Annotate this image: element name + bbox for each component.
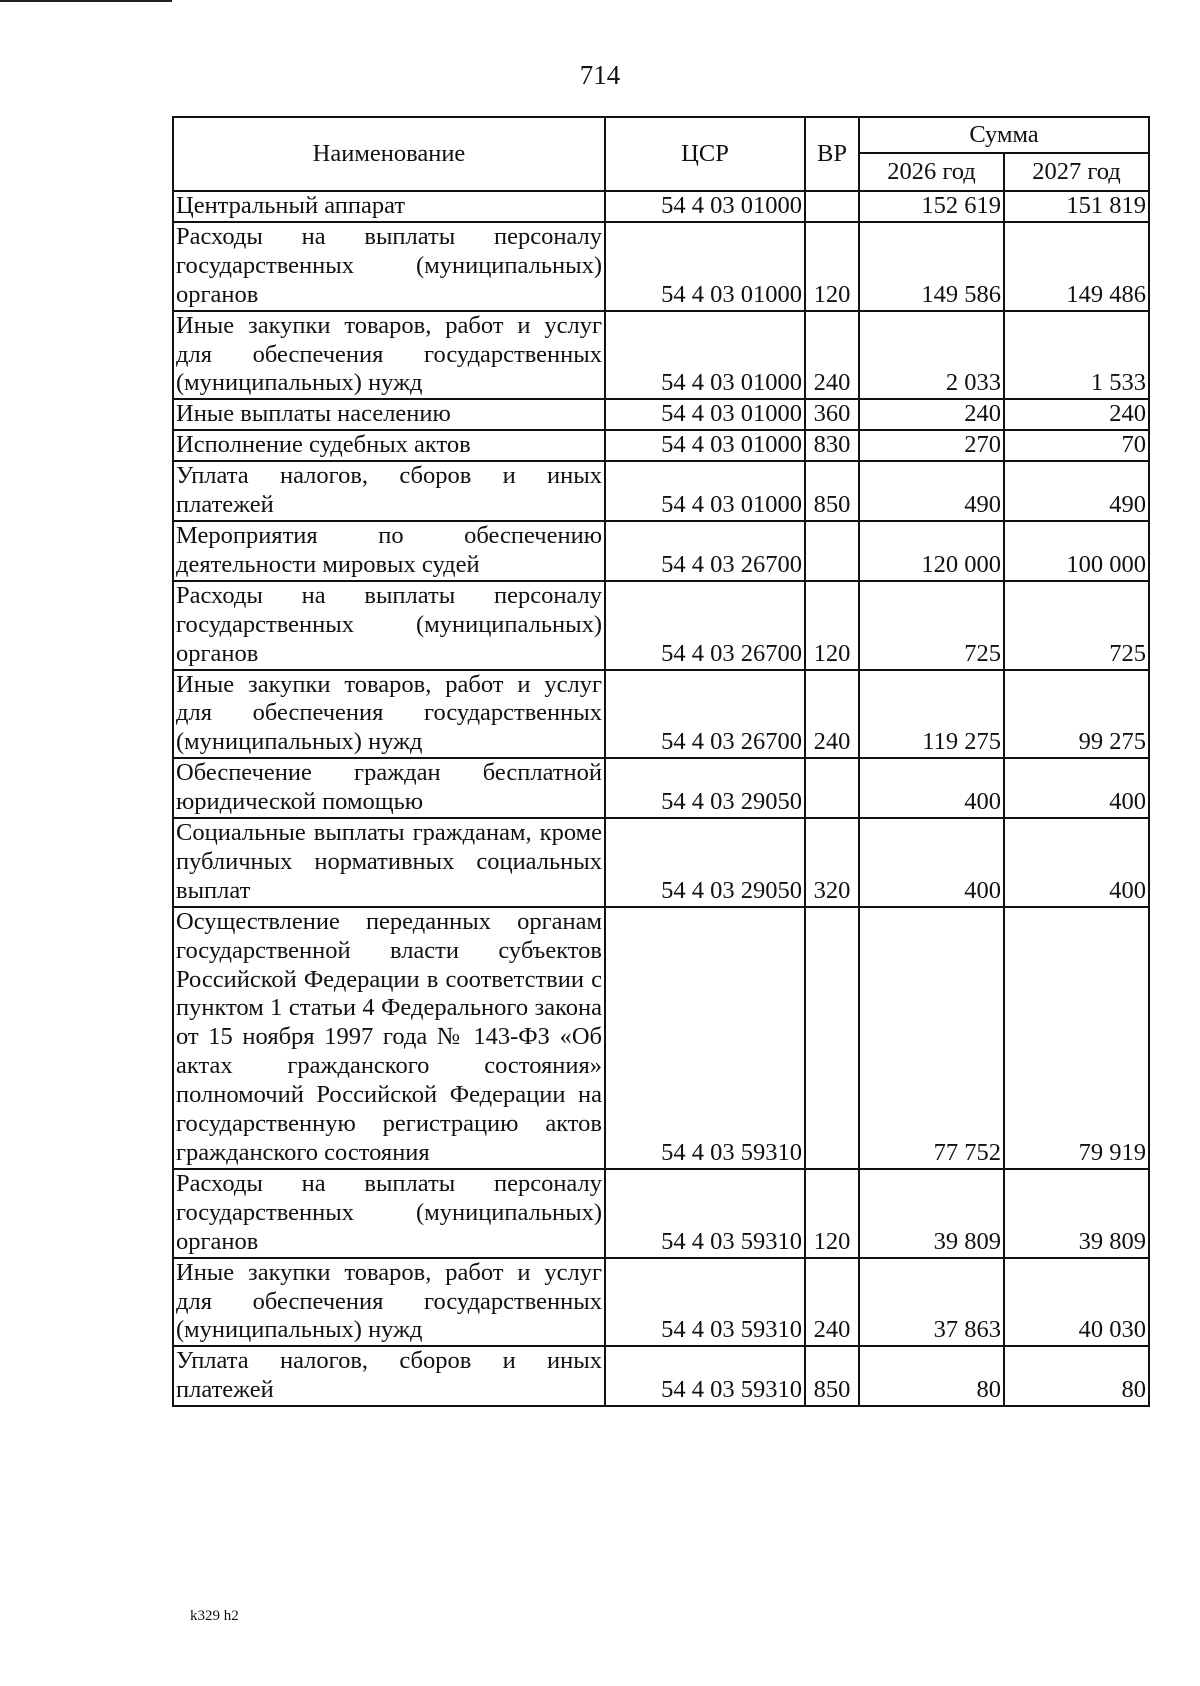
row-sum-2027: 490 <box>1004 461 1149 521</box>
row-sum-2027: 79 919 <box>1004 907 1149 1169</box>
table-row <box>173 222 1149 311</box>
row-vr: 240 <box>805 311 859 400</box>
row-name: Осуществление переданных органам государственной власти субъектов Российской Федерации в соответствии с пунктом 1 статьи 4 Федерального закона от 15 ноября 1997 года № 143-ФЗ «Об актах гражданского состояния» полномочий Российской Федерации на государственную регистрацию актов гражданского состояния <box>173 907 605 1169</box>
row-csr: 54 4 03 01000 <box>605 399 805 430</box>
row-vr: 320 <box>805 818 859 907</box>
row-vr: 120 <box>805 581 859 670</box>
row-sum-2026: 270 <box>859 430 1004 461</box>
row-sum-2027: 70 <box>1004 430 1149 461</box>
header-sum: Сумма <box>859 117 1149 153</box>
row-sum-2027: 151 819 <box>1004 191 1149 222</box>
header-year-2027: 2027 год <box>1004 153 1149 191</box>
row-sum-2027: 99 275 <box>1004 670 1149 759</box>
row-vr <box>805 521 859 581</box>
table-row <box>173 311 1149 400</box>
row-vr: 360 <box>805 399 859 430</box>
row-csr: 54 4 03 01000 <box>605 311 805 400</box>
header-name: Наименование <box>173 117 605 191</box>
row-sum-2026: 725 <box>859 581 1004 670</box>
row-csr: 54 4 03 59310 <box>605 1258 805 1347</box>
row-csr: 54 4 03 59310 <box>605 1346 805 1406</box>
row-vr <box>805 758 859 818</box>
row-csr: 54 4 03 59310 <box>605 907 805 1169</box>
row-csr: 54 4 03 01000 <box>605 461 805 521</box>
row-name: Центральный аппарат <box>173 191 605 222</box>
row-sum-2026: 152 619 <box>859 191 1004 222</box>
table-row <box>173 818 1149 907</box>
row-sum-2027: 725 <box>1004 581 1149 670</box>
row-sum-2026: 240 <box>859 399 1004 430</box>
document-code: k329 h2 <box>190 1608 239 1624</box>
row-sum-2026: 77 752 <box>859 907 1004 1169</box>
table-body <box>173 191 1149 1406</box>
row-name: Иные закупки товаров, работ и услуг для обеспечения государственных (муниципальных) нужд <box>173 670 605 759</box>
row-sum-2026: 120 000 <box>859 521 1004 581</box>
row-name: Уплата налогов, сборов и иных платежей <box>173 1346 605 1406</box>
row-csr: 54 4 03 29050 <box>605 818 805 907</box>
table-row <box>173 758 1149 818</box>
row-vr: 830 <box>805 430 859 461</box>
row-vr <box>805 191 859 222</box>
row-sum-2027: 400 <box>1004 818 1149 907</box>
row-name: Расходы на выплаты персоналу государственных (муниципальных) органов <box>173 1169 605 1258</box>
row-sum-2027: 149 486 <box>1004 222 1149 311</box>
table-row <box>173 1346 1149 1406</box>
row-name: Иные закупки товаров, работ и услуг для обеспечения государственных (муниципальных) нужд <box>173 1258 605 1347</box>
row-csr: 54 4 03 26700 <box>605 581 805 670</box>
row-sum-2026: 149 586 <box>859 222 1004 311</box>
row-csr: 54 4 03 29050 <box>605 758 805 818</box>
table-row <box>173 1169 1149 1258</box>
row-name: Уплата налогов, сборов и иных платежей <box>173 461 605 521</box>
row-csr: 54 4 03 26700 <box>605 670 805 759</box>
header-year-2026: 2026 год <box>859 153 1004 191</box>
row-vr: 850 <box>805 461 859 521</box>
row-name: Иные выплаты населению <box>173 399 605 430</box>
row-name: Мероприятия по обеспечению деятельности мировых судей <box>173 521 605 581</box>
table-row <box>173 191 1149 222</box>
row-csr: 54 4 03 01000 <box>605 191 805 222</box>
row-csr: 54 4 03 01000 <box>605 222 805 311</box>
budget-table <box>172 116 1150 1407</box>
row-sum-2026: 39 809 <box>859 1169 1004 1258</box>
row-name: Расходы на выплаты персоналу государственных (муниципальных) органов <box>173 581 605 670</box>
table-row <box>173 670 1149 759</box>
row-sum-2027: 40 030 <box>1004 1258 1149 1347</box>
row-sum-2027: 400 <box>1004 758 1149 818</box>
row-sum-2027: 240 <box>1004 399 1149 430</box>
table-row <box>173 521 1149 581</box>
row-vr: 240 <box>805 1258 859 1347</box>
row-sum-2026: 400 <box>859 758 1004 818</box>
page-number: 714 <box>579 60 621 90</box>
row-csr: 54 4 03 26700 <box>605 521 805 581</box>
table-row <box>173 907 1149 1169</box>
row-vr: 120 <box>805 1169 859 1258</box>
header-csr: ЦСР <box>605 117 805 191</box>
row-name: Социальные выплаты гражданам, кроме публичных нормативных социальных выплат <box>173 818 605 907</box>
table-row <box>173 1258 1149 1347</box>
row-sum-2026: 37 863 <box>859 1258 1004 1347</box>
row-vr <box>805 907 859 1169</box>
row-sum-2027: 39 809 <box>1004 1169 1149 1258</box>
row-sum-2026: 2 033 <box>859 311 1004 400</box>
row-csr: 54 4 03 01000 <box>605 430 805 461</box>
row-csr: 54 4 03 59310 <box>605 1169 805 1258</box>
row-sum-2027: 80 <box>1004 1346 1149 1406</box>
table-row <box>173 399 1149 430</box>
scan-edge-line <box>0 0 172 2</box>
row-sum-2026: 490 <box>859 461 1004 521</box>
table-row <box>173 430 1149 461</box>
row-sum-2027: 1 533 <box>1004 311 1149 400</box>
row-vr: 850 <box>805 1346 859 1406</box>
table-row <box>173 461 1149 521</box>
table-row <box>173 581 1149 670</box>
row-vr: 120 <box>805 222 859 311</box>
row-name: Исполнение судебных актов <box>173 430 605 461</box>
row-name: Иные закупки товаров, работ и услуг для обеспечения государственных (муниципальных) нужд <box>173 311 605 400</box>
row-sum-2026: 119 275 <box>859 670 1004 759</box>
row-sum-2026: 400 <box>859 818 1004 907</box>
row-sum-2026: 80 <box>859 1346 1004 1406</box>
row-name: Расходы на выплаты персоналу государственных (муниципальных) органов <box>173 222 605 311</box>
row-sum-2027: 100 000 <box>1004 521 1149 581</box>
row-name: Обеспечение граждан бесплатной юридической помощью <box>173 758 605 818</box>
header-vr: ВР <box>805 117 859 191</box>
row-vr: 240 <box>805 670 859 759</box>
